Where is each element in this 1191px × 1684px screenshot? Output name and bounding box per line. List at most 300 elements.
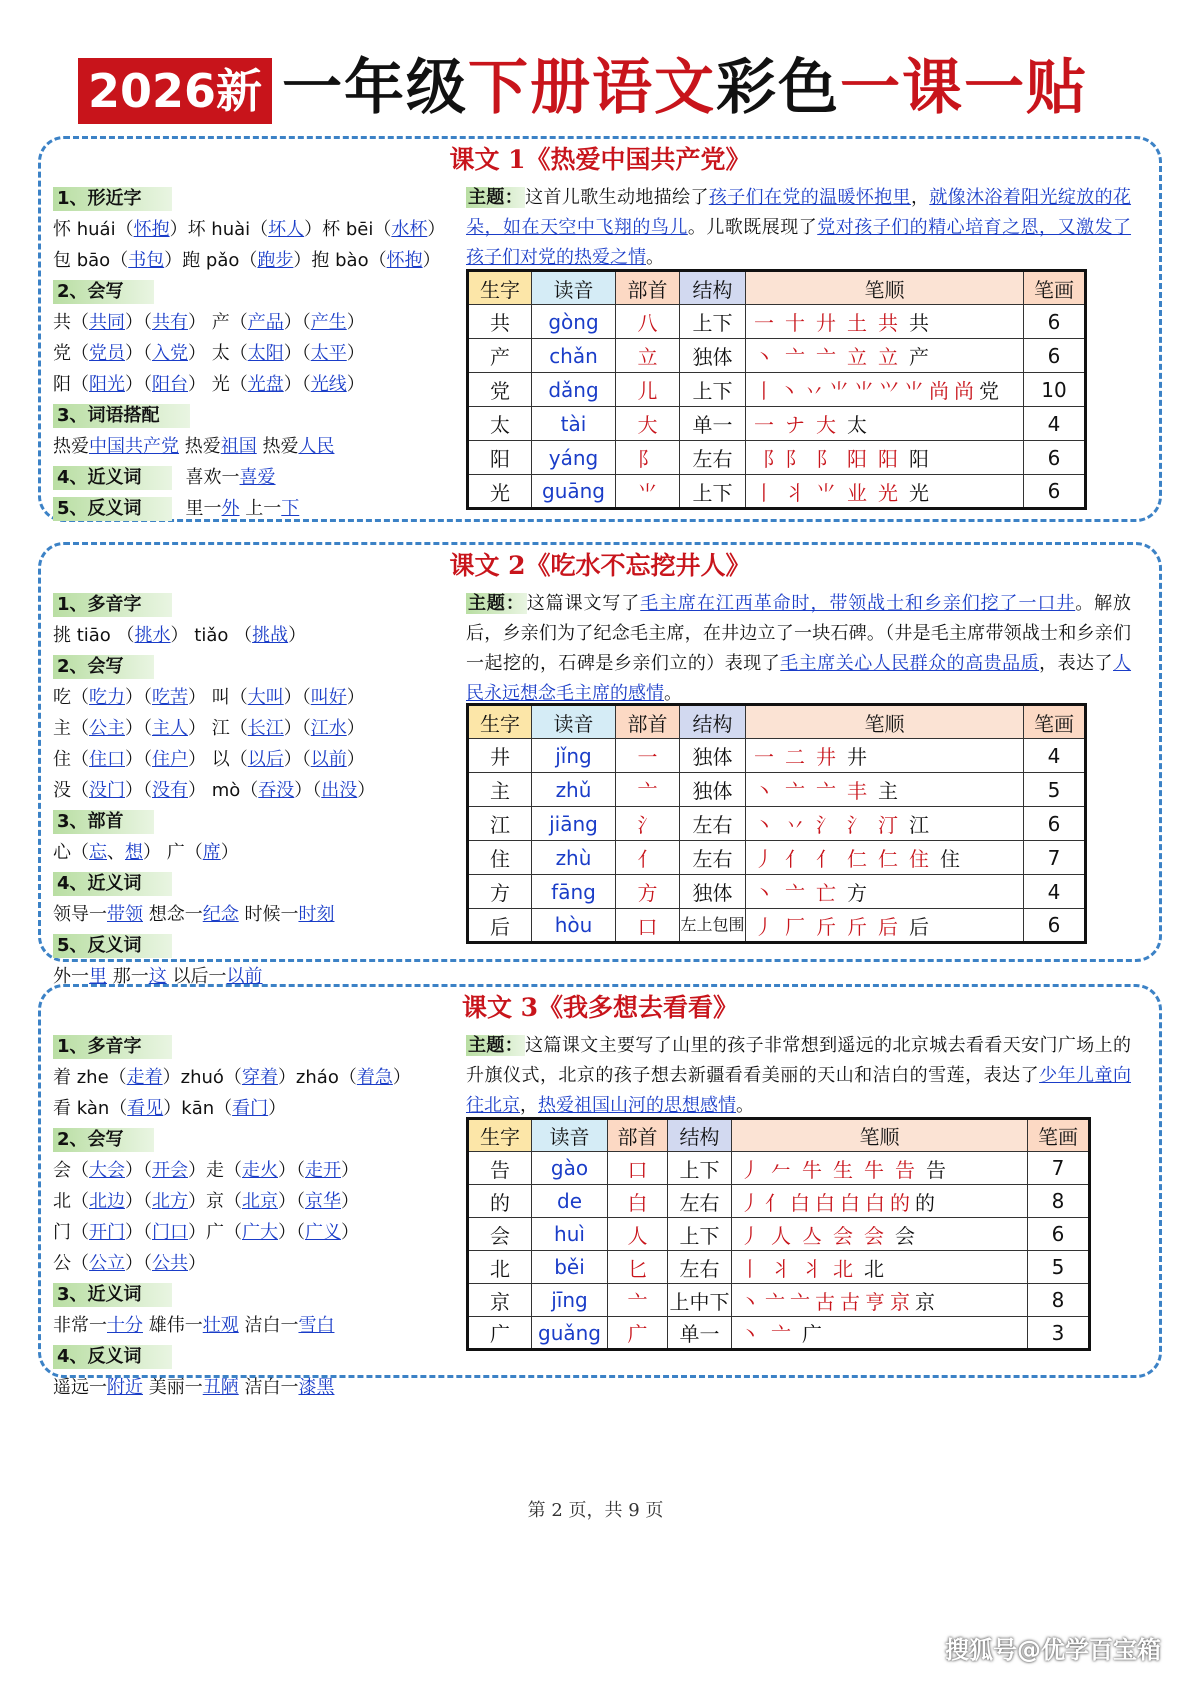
stroke-step: 后 — [909, 914, 930, 939]
stroke-step: 氵 — [847, 813, 868, 837]
plain-text: ） 太（ — [188, 343, 248, 364]
structure-cell: 左右 — [668, 1251, 732, 1284]
radical-cell: 口 — [608, 1152, 668, 1185]
char-row — [468, 1317, 1090, 1350]
stroke-count-cell: 4 — [1024, 875, 1086, 909]
char-cell: 的 — [468, 1185, 532, 1218]
plain-text: 吃（ — [53, 687, 89, 708]
stroke-step: 光 — [878, 480, 899, 505]
character-table — [466, 269, 1087, 510]
section-row — [53, 493, 443, 524]
column-header: 部首 — [608, 1119, 668, 1152]
section-heading: 2、会写 — [53, 655, 154, 679]
lesson-card-2 — [38, 542, 1162, 987]
plain-text: 热爱 — [53, 436, 89, 457]
stroke-order-cell — [746, 875, 1024, 909]
answer-text: 吃苦 — [152, 687, 188, 708]
plain-text: ）广（ — [188, 1222, 242, 1243]
stroke-order-cell — [732, 1218, 1028, 1251]
stroke-step: 仁 — [878, 847, 899, 871]
plain-text: ）（ — [125, 1222, 152, 1243]
note-line — [53, 369, 443, 400]
answer-text: 广义 — [305, 1222, 341, 1243]
answer-text: 孩子们在党的温暖怀抱里 — [708, 187, 911, 208]
radical-cell: 人 — [608, 1218, 668, 1251]
stroke-order-cell — [746, 441, 1024, 475]
answer-text: 走开 — [305, 1160, 341, 1181]
note-line — [53, 682, 443, 713]
plain-text: ）（ — [283, 749, 311, 770]
section-heading: 1、形近字 — [53, 187, 172, 211]
answer-text: 祖国 — [220, 436, 257, 457]
title-part: 一课一贴 — [840, 53, 1088, 123]
note-line — [53, 1062, 443, 1093]
char-row — [468, 1251, 1090, 1284]
section-heading: 1、多音字 — [53, 593, 172, 617]
stroke-order-cell — [746, 739, 1024, 773]
stroke-step: 党 — [979, 379, 1000, 403]
stroke-step: 亠 — [816, 779, 837, 803]
stroke-step: 古 — [815, 1289, 836, 1314]
answer-text: 开门 — [89, 1222, 125, 1243]
plain-text: 美丽一 — [143, 1377, 203, 1398]
answer-text: 产品 — [247, 312, 284, 333]
theme-text — [466, 183, 1131, 273]
stroke-count-cell: 7 — [1028, 1152, 1090, 1185]
char-cell: 北 — [468, 1251, 532, 1284]
stroke-step: 主 — [878, 779, 899, 803]
stroke-step: 光 — [909, 480, 930, 505]
stroke-step: 一 — [754, 311, 775, 335]
stroke-count-cell: 6 — [1024, 475, 1086, 509]
plain-text: ）跑 pǎo（ — [164, 250, 258, 271]
plain-text: ）（ — [125, 374, 152, 395]
plain-text: 热爱 — [179, 436, 221, 457]
lesson-notes — [53, 589, 443, 992]
radical-cell: 口 — [616, 909, 680, 943]
char-row — [468, 441, 1086, 475]
char-row — [468, 1284, 1090, 1317]
stroke-step: 的 — [915, 1190, 936, 1215]
answer-text: 出没 — [321, 780, 358, 801]
stroke-step: 立 — [847, 345, 868, 369]
section-heading: 1、多音字 — [53, 1035, 172, 1059]
section-heading: 3、部首 — [53, 810, 154, 834]
answer-text: 忘 — [89, 842, 107, 863]
answer-text: 漆黑 — [298, 1377, 335, 1398]
plain-text: ） 江（ — [188, 718, 248, 739]
plain-text: ） 叫（ — [188, 687, 248, 708]
pinyin-cell: tài — [532, 407, 616, 441]
note-line — [53, 713, 443, 744]
stroke-count-cell: 4 — [1024, 739, 1086, 773]
stroke-step: 白 — [790, 1190, 811, 1215]
plain-text: ） — [188, 1253, 206, 1274]
structure-cell: 上下 — [680, 475, 746, 509]
lesson-card-3 — [38, 984, 1162, 1398]
plain-text: 这篇课文写了 — [526, 593, 641, 614]
section-heading: 3、近义词 — [53, 1283, 172, 1307]
stroke-step: 阳 — [847, 447, 868, 471]
plain-text: 时候一 — [238, 904, 299, 925]
stroke-step: 后 — [878, 914, 899, 939]
radical-cell: 立 — [616, 339, 680, 373]
stroke-order-cell — [746, 909, 1024, 943]
stroke-count-cell: 5 — [1024, 773, 1086, 807]
stroke-step: 阝 — [816, 447, 837, 471]
theme-label: 主题： — [468, 187, 524, 208]
column-header: 生字 — [468, 705, 532, 739]
stroke-step: 住 — [940, 847, 961, 871]
plain-text: ， — [910, 187, 930, 208]
answer-text: 这 — [148, 966, 167, 987]
stroke-step: 古 — [840, 1289, 861, 1314]
column-header: 笔画 — [1024, 271, 1086, 305]
section-row — [53, 930, 443, 961]
plain-text: ）京（ — [188, 1191, 242, 1212]
section-inline — [186, 498, 300, 519]
structure-cell: 独体 — [680, 739, 746, 773]
pinyin-cell: jǐng — [532, 739, 616, 773]
stroke-step: 生 — [833, 1157, 854, 1182]
pinyin-cell: jiāng — [532, 807, 616, 841]
char-cell: 广 — [468, 1317, 532, 1350]
stroke-step: 亠 — [785, 881, 806, 905]
answer-text: 门口 — [152, 1222, 188, 1243]
stroke-step: 亼 — [802, 1223, 823, 1248]
section-row — [53, 806, 443, 837]
plain-text: ， — [520, 1095, 538, 1116]
char-row — [468, 373, 1086, 407]
stroke-step: 汀 — [878, 813, 899, 837]
plain-text: 领导一 — [53, 904, 107, 925]
answer-text: 主人 — [152, 718, 188, 739]
plain-text: 共（ — [53, 312, 89, 333]
answer-text: 怀抱 — [386, 250, 423, 271]
plain-text: ） — [341, 1191, 359, 1212]
stroke-order-cell — [732, 1251, 1028, 1284]
pinyin-cell: dǎng — [532, 373, 616, 407]
stroke-step: 氵 — [816, 813, 837, 837]
stroke-step: 亻 — [816, 847, 837, 871]
stroke-order-cell — [732, 1317, 1028, 1350]
char-row — [468, 841, 1086, 875]
answer-text: 怀抱 — [133, 219, 170, 240]
plain-text: ） 光（ — [188, 374, 248, 395]
answer-text: 带领 — [107, 904, 143, 925]
stroke-step: 亻 — [785, 847, 806, 871]
plain-text: 北（ — [53, 1191, 89, 1212]
section-heading: 5、反义词 — [53, 934, 172, 958]
pinyin-cell: gào — [532, 1152, 608, 1185]
answer-text: 雪白 — [298, 1315, 335, 1336]
plain-text: 。儿歌既展现了 — [687, 217, 818, 238]
answer-text: 叫好 — [310, 687, 347, 708]
stroke-step: 共 — [909, 311, 930, 335]
stroke-step: 丬 — [771, 1256, 792, 1281]
column-header: 笔顺 — [746, 271, 1024, 305]
answer-text: 党员 — [89, 343, 125, 364]
column-header: 笔顺 — [732, 1119, 1028, 1152]
title-part: 彩色 — [716, 53, 840, 123]
char-row — [468, 407, 1086, 441]
stroke-step: 会 — [864, 1223, 885, 1248]
answer-text: 广大 — [242, 1222, 278, 1243]
answer-text: 吃力 — [89, 687, 125, 708]
plain-text: ） 以（ — [188, 749, 248, 770]
plain-text: 非常一 — [53, 1315, 107, 1336]
plain-text: ） tiǎo （ — [170, 625, 253, 646]
plain-text: ） — [341, 1160, 359, 1181]
stroke-step: ⺌ — [904, 379, 925, 403]
lesson-title: 课文 1《热爱中国共产党》 — [449, 145, 751, 174]
lesson-title: 课文 2《吃水不忘挖井人》 — [449, 551, 751, 580]
plain-text: ）（ — [294, 780, 322, 801]
stroke-step: 立 — [878, 345, 899, 369]
pinyin-cell: chǎn — [532, 339, 616, 373]
section-heading: 5、反义词 — [53, 497, 172, 521]
stroke-step: 太 — [847, 413, 868, 437]
answer-text: 光盘 — [247, 374, 284, 395]
answer-text: 共同 — [89, 312, 125, 333]
answer-text: 喜爱 — [239, 467, 276, 488]
char-row — [468, 1152, 1090, 1185]
answer-text: 阳光 — [89, 374, 125, 395]
stroke-step: 亠 — [816, 345, 837, 369]
stroke-step: 亠 — [790, 1289, 811, 1314]
stroke-step: 厂 — [785, 914, 806, 939]
column-header: 读音 — [532, 271, 616, 305]
pinyin-cell: de — [532, 1185, 608, 1218]
stroke-step: 丨 — [754, 379, 775, 403]
plain-text: ）（ — [283, 374, 311, 395]
stroke-step: 方 — [847, 881, 868, 905]
pinyin-cell: hòu — [532, 909, 616, 943]
plain-text: 党（ — [53, 343, 89, 364]
stroke-step: 土 — [847, 311, 868, 335]
plain-text: ）（ — [125, 718, 152, 739]
plain-text: 喜欢一 — [185, 467, 240, 488]
stroke-step: 丶 — [779, 379, 800, 403]
stroke-step: 亠 — [785, 779, 806, 803]
structure-cell: 独体 — [680, 339, 746, 373]
note-line — [53, 1310, 443, 1341]
char-cell: 光 — [468, 475, 532, 509]
radical-cell: 大 — [616, 407, 680, 441]
char-row — [468, 305, 1086, 339]
lesson-theme — [466, 1031, 1131, 1121]
pinyin-cell: guāng — [532, 475, 616, 509]
pinyin-cell: gòng — [532, 305, 616, 339]
stroke-step: 牛 — [864, 1157, 885, 1182]
stroke-step: 廾 — [816, 311, 837, 335]
plain-text: 阳（ — [53, 374, 89, 395]
pinyin-cell: guǎng — [532, 1317, 608, 1350]
stroke-step: 阝 — [785, 447, 806, 471]
answer-text: 毛主席在江西革命时，带领战士和乡亲们挖了一口井 — [640, 593, 1076, 614]
radical-cell: 一 — [616, 739, 680, 773]
stroke-count-cell: 6 — [1024, 441, 1086, 475]
section-heading: 4、近义词 — [53, 872, 172, 896]
answer-text: 产生 — [310, 312, 347, 333]
character-table — [466, 703, 1087, 944]
answer-text: 共有 — [152, 312, 188, 333]
section-heading: 4、反义词 — [53, 1345, 172, 1369]
structure-cell: 左右 — [680, 841, 746, 875]
column-header: 笔顺 — [746, 705, 1024, 739]
stroke-step: 丶 — [754, 881, 775, 905]
column-header: 生字 — [468, 1119, 532, 1152]
year-badge: 2026新 — [78, 58, 272, 124]
char-row — [468, 773, 1086, 807]
stroke-order-cell — [746, 841, 1024, 875]
stroke-step: 北 — [833, 1256, 854, 1281]
plain-text: ）（ — [283, 718, 311, 739]
answer-text: 北京 — [242, 1191, 278, 1212]
answer-text: 阳台 — [152, 374, 188, 395]
section-row — [53, 400, 443, 431]
structure-cell: 左右 — [680, 441, 746, 475]
char-cell: 井 — [468, 739, 532, 773]
column-header: 部首 — [616, 705, 680, 739]
note-line — [53, 338, 443, 369]
answer-text: 人民 — [298, 436, 335, 457]
lesson-title: 课文 3《我多想去看看》 — [461, 993, 739, 1022]
structure-cell: 左上包围 — [680, 909, 746, 943]
section-row — [53, 1279, 443, 1310]
column-header: 读音 — [532, 705, 616, 739]
answer-text: 光线 — [310, 374, 347, 395]
note-line — [53, 744, 443, 775]
pinyin-cell: huì — [532, 1218, 608, 1251]
lesson-card-1 — [38, 136, 1162, 522]
radical-cell: ⺌ — [616, 475, 680, 509]
stroke-step: 会 — [895, 1223, 916, 1248]
plain-text: ）（ — [283, 312, 311, 333]
radical-cell: 匕 — [608, 1251, 668, 1284]
note-line — [53, 1186, 443, 1217]
plain-text: ）杯 bēi（ — [304, 219, 392, 240]
stroke-step: 丶 — [740, 1289, 761, 1314]
plain-text: ）（ — [283, 687, 311, 708]
stroke-step: 丿 — [740, 1190, 761, 1215]
plain-text: 心（ — [53, 842, 89, 863]
stroke-count-cell: 8 — [1028, 1185, 1090, 1218]
stroke-step: 的 — [890, 1190, 911, 1215]
answer-text: 北方 — [152, 1191, 188, 1212]
plain-text: 。 — [646, 247, 664, 268]
plain-text: ） — [392, 1067, 411, 1088]
watermark: 搜狐号@优学百宝箱 — [945, 1636, 1161, 1664]
stroke-step: 广 — [802, 1322, 823, 1346]
answer-text: 想 — [125, 842, 143, 863]
stroke-step: 亻 — [765, 1190, 786, 1215]
stroke-step: 告 — [895, 1157, 916, 1182]
plain-text: 没（ — [53, 780, 89, 801]
plain-text: ）（ — [125, 749, 152, 770]
char-cell: 住 — [468, 841, 532, 875]
section-row — [53, 651, 443, 682]
title-part: 下册语文 — [468, 53, 716, 123]
plain-text: ） 广（ — [143, 842, 203, 863]
stroke-step: 斤 — [816, 914, 837, 939]
stroke-step: 丬 — [785, 480, 806, 505]
stroke-count-cell: 6 — [1024, 807, 1086, 841]
plain-text: 那一 — [107, 966, 149, 987]
answer-text: 外 — [221, 498, 240, 519]
answer-text: 跑步 — [257, 250, 294, 271]
column-header: 笔画 — [1024, 705, 1086, 739]
answer-text: 毛主席关心人民群众的高贵品质 — [780, 653, 1040, 674]
lesson-theme — [466, 589, 1131, 709]
char-cell: 党 — [468, 373, 532, 407]
answer-text: 公主 — [89, 718, 125, 739]
plain-text: ） — [341, 1222, 359, 1243]
stroke-step: 阳 — [909, 447, 930, 471]
char-row — [468, 339, 1086, 373]
stroke-step: 丶 — [754, 779, 775, 803]
theme-label: 主题： — [468, 1035, 524, 1056]
stroke-step: 尚 — [929, 379, 950, 403]
char-cell: 共 — [468, 305, 532, 339]
pinyin-cell: jīng — [532, 1284, 608, 1317]
plain-text: ） — [268, 1098, 287, 1119]
stroke-step: ⺌ — [854, 379, 875, 403]
note-line — [53, 431, 443, 462]
note-line — [53, 775, 443, 806]
char-row — [468, 1185, 1090, 1218]
stroke-order-cell — [732, 1185, 1028, 1218]
stroke-step: 丷 — [804, 379, 825, 403]
answer-text: 吞没 — [258, 780, 295, 801]
stroke-order-cell — [746, 373, 1024, 407]
plain-text: ） — [422, 250, 441, 271]
section-heading: 4、近义词 — [53, 466, 172, 490]
column-header: 部首 — [616, 271, 680, 305]
char-cell: 方 — [468, 875, 532, 909]
answer-text: 走火 — [242, 1160, 278, 1181]
answer-text: 长江 — [247, 718, 284, 739]
stroke-step: 一 — [754, 745, 775, 769]
answer-text: 挑水 — [134, 625, 171, 646]
section-row — [53, 183, 443, 214]
stroke-step: 告 — [926, 1157, 947, 1182]
character-table — [466, 1117, 1091, 1351]
plain-text: ）（ — [125, 343, 152, 364]
stroke-count-cell: 4 — [1024, 407, 1086, 441]
structure-cell: 上下 — [668, 1152, 732, 1185]
stroke-step: 十 — [785, 311, 806, 335]
answer-text: 里 — [89, 966, 107, 987]
answer-text: 没有 — [152, 780, 188, 801]
stroke-step: 亡 — [816, 881, 837, 905]
plain-text: 、 — [107, 842, 125, 863]
stroke-step: ⻏ — [754, 447, 775, 471]
answer-text: 住口 — [89, 749, 125, 770]
plain-text: ）（ — [125, 1160, 152, 1181]
stroke-step: 住 — [909, 847, 930, 871]
structure-cell: 独体 — [680, 773, 746, 807]
structure-cell: 单一 — [680, 407, 746, 441]
pinyin-cell: zhù — [532, 841, 616, 875]
radical-cell: 方 — [616, 875, 680, 909]
char-cell: 主 — [468, 773, 532, 807]
note-line — [53, 1372, 443, 1403]
stroke-step: 丶 — [754, 813, 775, 837]
note-line — [53, 837, 443, 868]
column-header: 生字 — [468, 271, 532, 305]
section-row — [53, 1031, 443, 1062]
